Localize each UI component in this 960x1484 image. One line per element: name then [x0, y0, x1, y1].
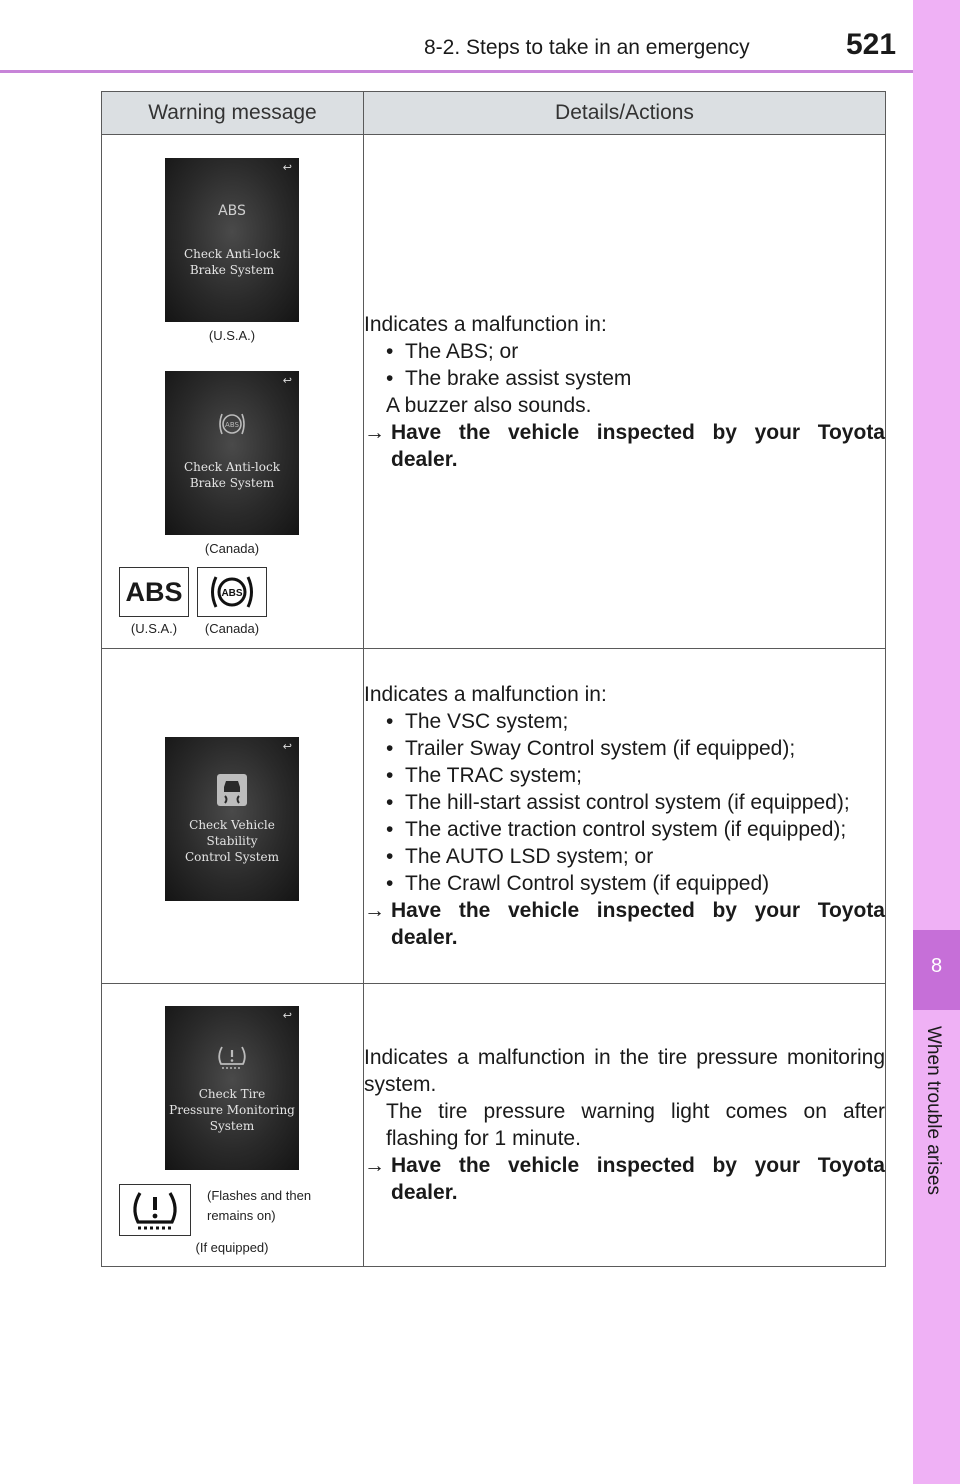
- svg-text:ABS: ABS: [221, 588, 243, 599]
- display-top-text: ABS: [218, 203, 246, 219]
- header-rule: [0, 70, 913, 73]
- list-item: • The active traction control system (if equipped);: [364, 816, 885, 843]
- display-caption: (U.S.A.): [208, 328, 256, 343]
- details-note: The tire pressure warning light comes on after flashing for 1 minute.: [386, 1100, 885, 1150]
- abs-circle-icon: [165, 411, 299, 441]
- table-row: [102, 135, 886, 649]
- display-screen: [165, 158, 299, 322]
- display-screen: [165, 737, 299, 901]
- arrow-icon: →: [364, 1154, 385, 1177]
- return-icon: ↩: [282, 740, 292, 753]
- display-caption: (Canada): [204, 541, 260, 556]
- details-intro: Indicates a malfunction in:: [364, 312, 607, 336]
- skid-car-icon: [165, 773, 299, 811]
- display-message: Check Anti-lock Brake System: [184, 460, 280, 490]
- col-details-header: Details/Actions: [364, 92, 886, 135]
- details-note: A buzzer also sounds.: [386, 393, 592, 417]
- details-list: [364, 708, 885, 897]
- list-item: • The brake assist system: [364, 365, 885, 392]
- list-item: • The AUTO LSD system; or: [364, 843, 885, 870]
- details-action: → Have the vehicle inspected by your Toyota dealer.: [364, 1154, 885, 1204]
- details-intro: Indicates a malfunction in the tire pressure monitoring system.: [364, 1046, 885, 1096]
- list-item: • The ABS; or: [364, 338, 885, 365]
- return-icon: ↩: [282, 374, 292, 387]
- return-icon: ↩: [282, 1009, 292, 1022]
- details-cell: [364, 649, 886, 984]
- list-item: • The hill-start assist control system (if equipped);: [364, 789, 885, 816]
- warning-table: [101, 91, 886, 1267]
- display-message: Check Anti-lock Brake System: [184, 247, 280, 277]
- page-number: 521: [846, 28, 897, 61]
- chapter-label: When trouble arises: [923, 1026, 944, 1195]
- lamp-caption: (U.S.A.): [130, 621, 178, 636]
- list-item: • The TRAC system;: [364, 762, 885, 789]
- header-title: 8-2. Steps to take in an emergency: [424, 36, 750, 59]
- warning-cell: [102, 984, 364, 1267]
- list-item: • The Crawl Control system (if equipped): [364, 870, 885, 897]
- arrow-icon: →: [364, 420, 385, 444]
- table-row: [102, 984, 886, 1267]
- return-icon: ↩: [282, 161, 292, 174]
- details-intro: Indicates a malfunction in:: [364, 683, 607, 706]
- display-message: Check Vehicle Stability Control System: [184, 818, 280, 864]
- display-message: Check Tire Pressure Monitoring System: [169, 1087, 295, 1133]
- display-screen: [165, 1006, 299, 1170]
- lamp-caption: (If equipped): [195, 1240, 269, 1255]
- details-action: → Have the vehicle inspected by your Toyota dealer.: [364, 899, 885, 949]
- tire-pressure-icon: [119, 1184, 191, 1236]
- chapter-number: 8: [930, 955, 943, 977]
- details-list: [364, 338, 885, 392]
- abs-circle-icon: [197, 567, 267, 617]
- display-screen: [165, 371, 299, 535]
- details-cell: [364, 135, 886, 649]
- lamp-note: (Flashes and then remains on): [207, 1188, 312, 1223]
- table-row: [102, 649, 886, 984]
- details-cell: [364, 984, 886, 1267]
- side-tab: [913, 0, 960, 1484]
- svg-text:ABS: ABS: [225, 421, 239, 429]
- warning-cell: [102, 135, 364, 649]
- list-item: • Trailer Sway Control system (if equipped);: [364, 735, 885, 762]
- arrow-icon: →: [364, 899, 385, 922]
- details-action: → Have the vehicle inspected by your Toyota dealer.: [364, 420, 885, 471]
- warning-cell: [102, 649, 364, 984]
- tire-pressure-icon: [165, 1044, 299, 1076]
- lamp-caption: (Canada): [204, 621, 260, 636]
- abs-text-icon: ABS: [119, 567, 189, 617]
- table-header-row: [102, 92, 886, 135]
- list-item: • The VSC system;: [364, 708, 885, 735]
- col-warning-header: Warning message: [102, 92, 364, 135]
